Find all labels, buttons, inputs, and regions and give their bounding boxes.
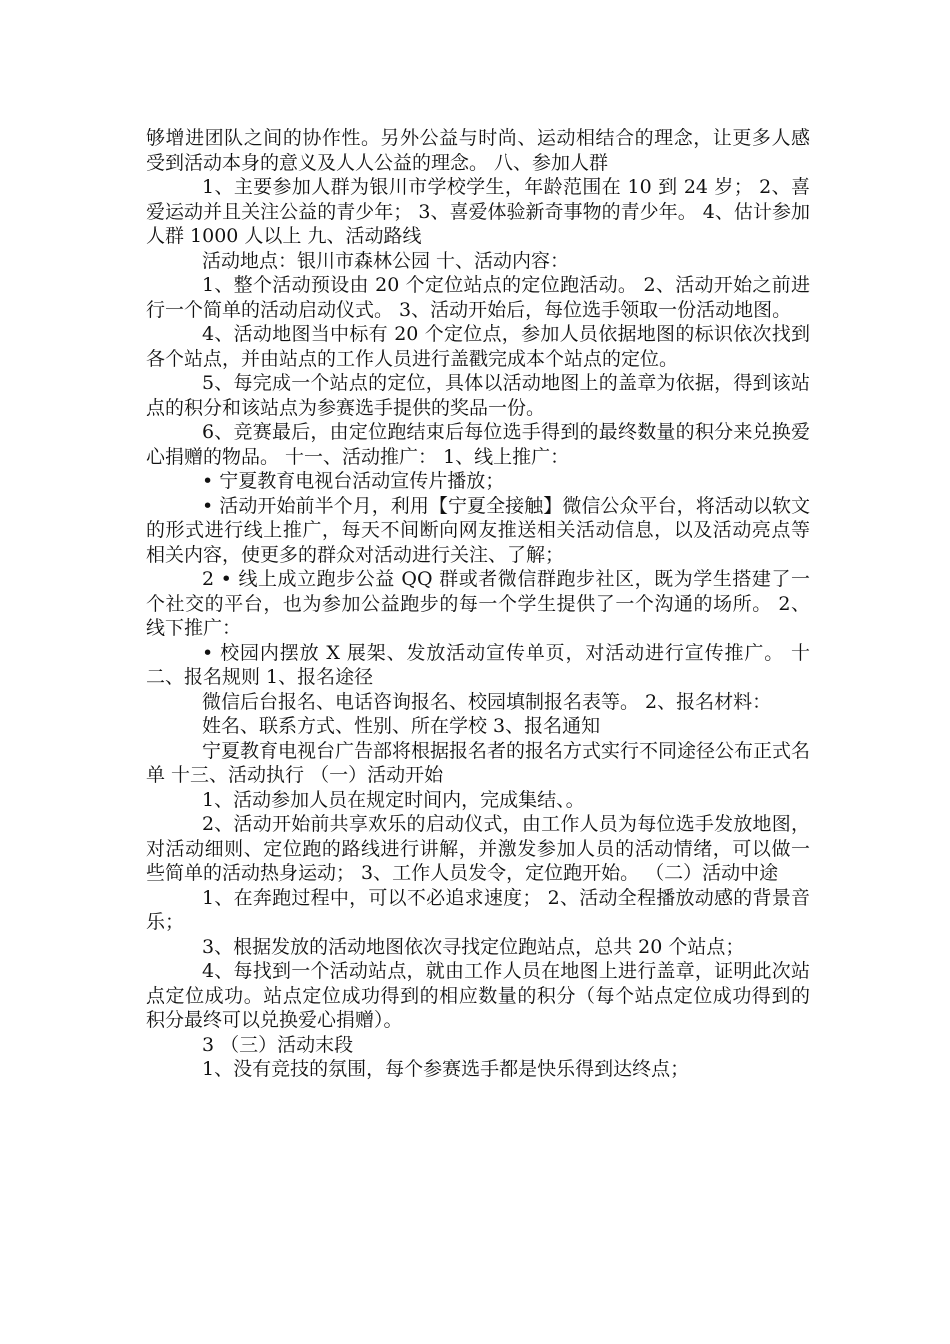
paragraph-content-4: 4、活动地图当中标有 20 个定位点，参加人员依据地图的标识依次找到各个站点，并由站点的工作人员进行盖戳完成本个站点的定位。 [146,323,810,370]
paragraph-end-1: 1、没有竞技的氛围，每个参赛选手都是快乐得到达终点； [202,1058,690,1080]
document-body [146,126,810,1082]
paragraph-promo-wechat: • 活动开始前半个月，利用【宁夏全接触】微信公众平台，将活动以软文的形式进行线上推广，每天不间断向网友推送相关活动信息，以及活动亮点等相关内容，使更多的群众对活动进行关注、了解； [146,494,810,566]
paragraph-middle-1-2: 1、在奔跑过程中，可以不必追求速度； 2、活动全程播放动感的背景音乐； [146,886,810,933]
paragraph-location: 活动地点：银川市森林公园 十、活动内容： [202,249,570,272]
paragraph-signup-channels: 微信后台报名、电话咨询报名、校园填制报名表等。 2、报名材料： [202,690,772,713]
paragraph-middle-4: 4、每找到一个活动站点，就由工作人员在地图上进行盖章，证明此次站点定位成功。站点定位成功得到的相应数量的积分（每个站点定位成功得到的积分最终可以兑换爱心捐赠）。 [146,960,810,1031]
paragraph-content-6: 6、竞赛最后，由定位跑结束后每位选手得到的最终数量的积分来兑换爱心捐赠的物品。 十一、活动推广： 1、线上推广： [146,421,810,468]
paragraph-signup-notice: 宁夏教育电视台广告部将根据报名者的报名方式实行不同途径公布正式名单 十三、活动执行 （一）活动开始 [146,739,811,786]
paragraph-promo-offline: • 校园内摆放 X 展架、发放活动宣传单页，对活动进行宣传推广。 十二、报名规则 1、报名途径 [146,641,810,688]
paragraph-content-5: 5、每完成一个站点的定位，具体以活动地图上的盖章为依据，得到该站点的积分和该站点为参赛选手提供的奖品一份。 [146,372,810,419]
paragraph-signup-materials: 姓名、联系方式、性别、所在学校 3、报名通知 [202,715,601,737]
paragraph-participants: 1、主要参加人群为银川市学校学生，年龄范围在 10 到 24 岁； 2、喜爱运动并且关注公益的青少年； 3、喜爱体验新奇事物的青少年。 4、估计参加人群 1000 人以上 九、活动路线 [146,176,810,247]
paragraph-start-1: 1、活动参加人员在规定时间内，完成集结、。 [202,788,585,811]
paragraph-promo-community: 2 • 线上成立跑步公益 QQ 群或者微信群跑步社区，既为学生搭建了一个社交的平台，也为参加公益跑步的每一个学生提供了一个沟通的场所。 2、线下推广： [146,568,810,639]
paragraph-middle-3: 3、根据发放的活动地图依次寻找定位跑站点，总共 20 个站点； [202,935,745,958]
paragraph-end-heading: 3 （三）活动末段 [202,1033,354,1056]
paragraph-start-2-3: 2、活动开始前共享欢乐的启动仪式，由工作人员为每位选手发放地图，对活动细则、定位跑的路线进行讲解，并激发参加人员的活动情绪，可以做一些简单的活动热身运动； 3、工作人员发令，定位跑开始。 （二）活动中途 [146,813,810,884]
paragraph-intro-continuation: 够增进团队之间的协作性。另外公益与时尚、运动相结合的理念，让更多人感受到活动本身的意义及人人公益的理念。 八、参加人群 [146,127,810,174]
paragraph-content-1-3: 1、整个活动预设由 20 个定位站点的定位跑活动。 2、活动开始之前进行一个简单的活动启动仪式。 3、活动开始后，每位选手领取一份活动地图。 [146,274,810,321]
paragraph-promo-tv: • 宁夏教育电视台活动宣传片播放； [202,470,505,492]
